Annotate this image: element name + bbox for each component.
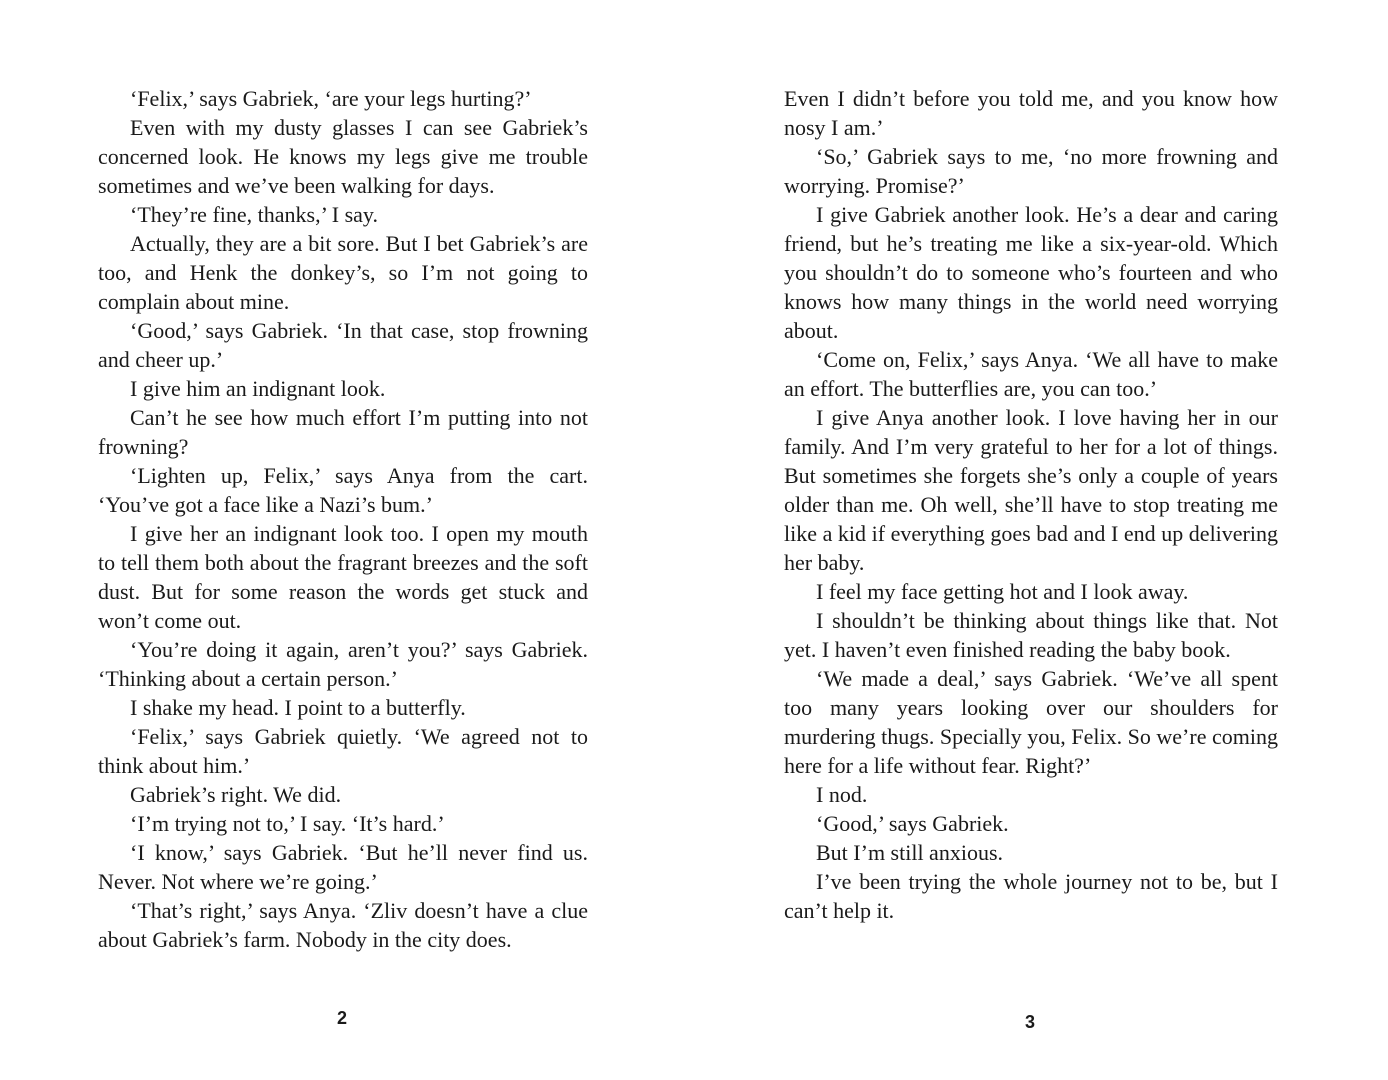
page-number-right: 3	[1024, 1012, 1035, 1032]
paragraph: ‘Good,’ says Gabriek. ‘In that case, stop frowning and cheer up.’	[98, 318, 588, 372]
paragraph: I shouldn’t be thinking about things like that. Not yet. I haven’t even finished reading the baby book.	[784, 608, 1278, 662]
paragraph: ‘Good,’ says Gabriek.	[816, 811, 1009, 836]
paragraph: ‘Lighten up, Felix,’ says Anya from the cart. ‘You’ve got a face like a Nazi’s bum.’	[98, 463, 588, 517]
paragraph: Actually, they are a bit sore. But I bet Gabriek’s are too, and Henk the donkey’s, so I’m not going to complain about mine.	[98, 231, 588, 314]
paragraph: ‘Felix,’ says Gabriek quietly. ‘We agreed not to think about him.’	[98, 724, 588, 778]
paragraph: But I’m still anxious.	[816, 840, 1003, 865]
paragraph: ‘You’re doing it again, aren’t you?’ says Gabriek. ‘Thinking about a certain person.’	[98, 637, 588, 691]
paragraph: I feel my face getting hot and I look away.	[816, 579, 1189, 604]
paragraph: I give Gabriek another look. He’s a dear and caring friend, but he’s treating me like a six-year-old. Which you shouldn’t do to someone who’s fourteen and who knows how many things in the world need worrying about.	[784, 202, 1278, 343]
paragraph: I give Anya another look. I love having her in our family. And I’m very grateful to her for a lot of things. But sometimes she forgets she’s only a couple of years older than me. Oh well, she’ll have to stop treating me like a kid if everything goes bad and I end up delivering her baby.	[784, 405, 1278, 575]
paragraph: ‘That’s right,’ says Anya. ‘Zliv doesn’t have a clue about Gabriek’s farm. Nobody in the city does.	[98, 898, 588, 952]
paragraph: ‘We made a deal,’ says Gabriek. ‘We’ve all spent too many years looking over our shoulders for murdering thugs. Specially you, Felix. So we’re coming here for a life without fear. Right?’	[784, 666, 1278, 778]
paragraph: ‘I know,’ says Gabriek. ‘But he’ll never find us. Never. Not where we’re going.’	[98, 840, 588, 894]
paragraph: I’ve been trying the whole journey not to be, but I can’t help it.	[784, 869, 1278, 923]
paragraph: I give him an indignant look.	[130, 376, 386, 401]
paragraph: Gabriek’s right. We did.	[130, 782, 342, 807]
paragraph-continuation: Even I didn’t before you told me, and you know how nosy I am.’	[784, 86, 1278, 140]
paragraph: ‘So,’ Gabriek says to me, ‘no more frowning and worrying. Promise?’	[784, 144, 1278, 198]
paragraph: Can’t he see how much effort I’m putting into not frowning?	[98, 405, 588, 459]
paragraph: I give her an indignant look too. I open my mouth to tell them both about the fragrant breezes and the soft dust. But for some reason the words get stuck and won’t come out.	[98, 521, 588, 633]
paragraph: ‘Come on, Felix,’ says Anya. ‘We all have to make an effort. The butterflies are, you can too.’	[784, 347, 1278, 401]
page-number-left: 2	[336, 1008, 347, 1028]
right-page	[784, 84, 1278, 925]
paragraph: I nod.	[816, 782, 868, 807]
paragraph: ‘Felix,’ says Gabriek, ‘are your legs hurting?’	[130, 86, 532, 111]
paragraph: ‘They’re fine, thanks,’ I say.	[130, 202, 379, 227]
paragraph: ‘I’m trying not to,’ I say. ‘It’s hard.’	[130, 811, 445, 836]
paragraph: Even with my dusty glasses I can see Gabriek’s concerned look. He knows my legs give me trouble sometimes and we’ve been walking for days.	[98, 115, 588, 198]
left-page	[98, 84, 588, 954]
paragraph: I shake my head. I point to a butterfly.	[130, 695, 466, 720]
